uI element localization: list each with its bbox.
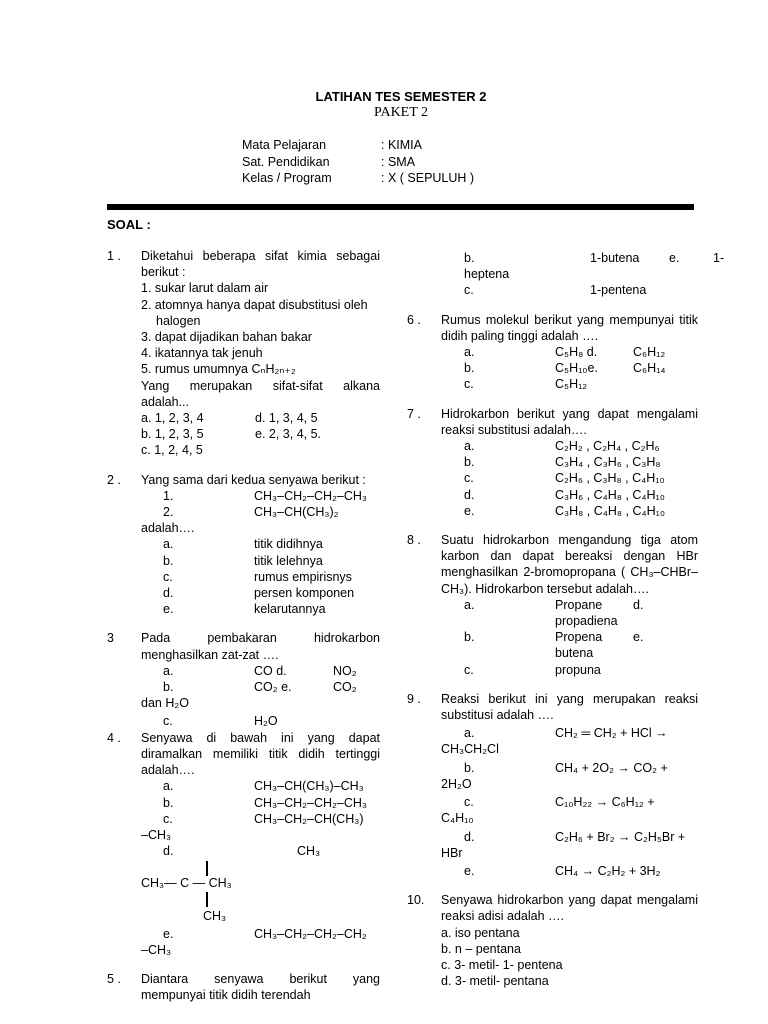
- option-text: C₅H₁₀e.: [555, 361, 598, 376]
- option-text: –CH₃: [141, 942, 172, 957]
- option-text: c. 3- metil- 1- pentena: [441, 957, 563, 972]
- option-text: dan H₂O: [141, 696, 189, 711]
- option-letter: c.: [464, 283, 474, 298]
- option-letter: b.: [163, 680, 174, 695]
- option-text: H₂O: [254, 714, 278, 729]
- option-text: CO₂: [333, 680, 357, 695]
- option-text: CH₃CH₂Cl: [441, 742, 499, 757]
- option-text: 1-: [713, 251, 725, 265]
- question-5: [107, 971, 380, 1003]
- option-letter: d.: [464, 487, 475, 502]
- list-item: 4. ikatannya tak jenuh: [141, 346, 263, 361]
- option-text: C₃H₈ , C₄H₈ , C₄H₁₀: [555, 503, 666, 518]
- option-a: a. 1, 2, 3, 4: [141, 411, 204, 426]
- option-text: HBr: [441, 845, 463, 860]
- option-text: d. 3- metil- pentana: [441, 974, 549, 989]
- option-letter: c.: [464, 377, 474, 392]
- question-6: [407, 312, 698, 393]
- option-text: Propena: [555, 630, 603, 645]
- info-label: Mata Pelajaran: [242, 138, 327, 152]
- option-text: CO₂ e.: [254, 680, 292, 695]
- info-value: : X ( SEPULUH ): [381, 171, 475, 185]
- option-text: butena: [555, 646, 594, 661]
- option-letter: a.: [464, 345, 475, 360]
- page-title: LATIHAN TES SEMESTER 2: [315, 89, 487, 104]
- option-b: b. 1, 2, 3, 5: [141, 427, 204, 442]
- option-text: propuna: [555, 662, 601, 677]
- question-text: Hidrokarbon berikut yang dapat mengalami reaksi substitusi adalah….: [441, 406, 698, 437]
- question-number: 4 .: [107, 730, 121, 745]
- option-d: d. 1, 3, 4, 5: [255, 411, 318, 426]
- list-item: 1. sukar larut dalam air: [141, 281, 269, 296]
- option-text: C₂H₆ , C₃H₈ , C₄H₁₀: [555, 471, 665, 486]
- option-letter: e.: [669, 251, 680, 265]
- option-text: heptena: [464, 267, 510, 282]
- info-label: Kelas / Program: [242, 171, 332, 185]
- left-column: [107, 248, 380, 1004]
- option-e: e. 2, 3, 4, 5.: [255, 427, 322, 442]
- structure-top: CH₃: [297, 844, 321, 859]
- option-letter: a.: [464, 726, 475, 741]
- option-text: propadiena: [555, 614, 618, 629]
- option-text: b. n – pentana: [441, 941, 521, 956]
- option-text: rumus empirisnys: [254, 569, 352, 584]
- question-10: [407, 892, 698, 989]
- bond-line: [206, 861, 208, 876]
- option-letter: c.: [163, 714, 173, 729]
- option-text: titik didihnya: [254, 537, 323, 552]
- question-number: 5 .: [107, 972, 121, 987]
- question-text: Diantara senyawa berikut yang mempunyai titik didih terendah: [141, 972, 380, 1003]
- question-7: [407, 406, 698, 519]
- option-letter: a.: [163, 779, 174, 794]
- option-text: CH₂ ═ CH₂ + HCl →: [555, 726, 668, 741]
- info-label: Sat. Pendidikan: [242, 154, 330, 169]
- option-text: C₄H₁₀: [441, 811, 474, 826]
- option-letter: b.: [163, 553, 174, 568]
- question-text: Yang merupakan sifat-sifat alkana adalah...: [141, 378, 380, 409]
- option-text: CH₄ + 2O₂ → CO₂ +: [555, 760, 668, 775]
- option-letter: d.: [163, 844, 174, 859]
- compound-formula: CH₃–CH(CH₃)₂: [254, 505, 339, 520]
- question-3: [107, 630, 380, 729]
- option-text: persen komponen: [254, 586, 355, 601]
- question-number: 6 .: [407, 312, 421, 327]
- question-text: Diketahui beberapa sifat kimia sebagai berikut :: [141, 249, 380, 280]
- option-text: C₂H₂ , C₂H₄ , C₂H₆: [555, 439, 660, 454]
- soal-heading: SOAL :: [107, 217, 151, 232]
- option-text: C₁₀H₂₂ → C₆H₁₂ +: [555, 795, 655, 810]
- option-letter: b.: [464, 251, 475, 265]
- info-block: [242, 138, 475, 188]
- option-letter: c.: [163, 569, 173, 584]
- option-letter: e.: [163, 926, 174, 941]
- option-letter: e.: [633, 630, 644, 645]
- question-number: 2 .: [107, 472, 121, 487]
- list-item: 5. rumus umumnya CₙH₂ₙ₊₂: [141, 362, 296, 377]
- option-letter: e.: [464, 863, 475, 878]
- compound-number: 2.: [163, 505, 174, 520]
- question-number: 9 .: [407, 691, 421, 706]
- option-text: titik lelehnya: [254, 553, 323, 568]
- option-text: a. iso pentana: [441, 925, 520, 940]
- structure-bottom: CH₃: [203, 908, 227, 923]
- option-letter: c.: [464, 795, 474, 810]
- question-number: 7 .: [407, 406, 421, 421]
- option-letter: b.: [464, 455, 475, 470]
- option-letter: e.: [464, 503, 475, 518]
- divider: [107, 204, 694, 210]
- option-text: C₆H₁₄: [633, 361, 666, 376]
- option-text: CH₄ → C₂H₂ + 3H₂: [555, 863, 661, 878]
- info-value: : KIMIA: [381, 138, 422, 152]
- question-8: [407, 532, 698, 678]
- option-text: C₆H₁₂: [633, 345, 666, 360]
- option-text: CO d.: [254, 663, 287, 678]
- question-number: 1 .: [107, 249, 121, 263]
- question-text: Yang sama dari kedua senyawa berikut :: [141, 472, 366, 487]
- right-column: [407, 250, 725, 989]
- option-letter: c.: [464, 471, 474, 486]
- option-letter: d.: [464, 829, 475, 844]
- option-letter: c.: [464, 662, 474, 677]
- option-text: C₅H₁₂: [555, 377, 588, 392]
- question-text: Senyawa di bawah ini yang dapat diramalkan memiliki titik didih tertinggi adalah….: [141, 730, 380, 778]
- option-letter: a.: [464, 597, 475, 612]
- bond-line: [206, 892, 208, 907]
- option-text: NO₂: [333, 663, 357, 678]
- question-text: Pada pembakaran hidrokarbon menghasilkan zat-zat ….: [141, 631, 380, 662]
- option-text: CH₃–CH(CH₃)–CH₃: [254, 779, 364, 794]
- option-text: –CH₃: [141, 827, 172, 842]
- question-number: 10.: [407, 893, 425, 908]
- compound-number: 1.: [163, 488, 174, 503]
- option-text: CH₃–CH₂–CH(CH₃): [254, 811, 364, 826]
- list-item: 2. atomnya hanya dapat disubstitusi oleh halogen: [141, 297, 368, 328]
- question-text: adalah….: [141, 521, 195, 536]
- question-1: [107, 248, 380, 459]
- option-letter: c.: [163, 811, 173, 826]
- option-letter: a.: [163, 537, 174, 552]
- option-text: Propane: [555, 597, 603, 612]
- option-text: 1-butena: [590, 251, 640, 265]
- info-value: : SMA: [381, 154, 416, 169]
- option-letter: d.: [633, 597, 644, 612]
- compound-formula: CH₃–CH₂–CH₂–CH₃: [254, 488, 367, 503]
- question-number: 3: [107, 631, 114, 646]
- option-text: C₂H₆ + Br₂ → C₂H₅Br +: [555, 829, 686, 844]
- option-c: c. 1, 2, 4, 5: [141, 443, 203, 458]
- option-letter: d.: [163, 586, 174, 601]
- option-letter: b.: [464, 630, 475, 645]
- option-text: CH₃–CH₂–CH₂–CH₂: [254, 926, 367, 941]
- option-text: 1-pentena: [590, 283, 647, 298]
- option-text: 2H₂O: [441, 776, 472, 791]
- question-text: Suatu hidrokarbon mengandung tiga atom karbon dan dapat bereaksi dengan HBr menghasilkan 2-bromopropana ( CH₃–CHBr–CH₃). Hidrokarbon tersebut adalah….: [441, 533, 698, 596]
- question-2: [107, 472, 380, 618]
- question-text: Reaksi berikut ini yang merupakan reaksi substitusi adalah ….: [441, 691, 698, 723]
- question-4: [107, 730, 380, 958]
- option-letter: b.: [163, 795, 174, 810]
- question-number: 8 .: [407, 533, 421, 548]
- question-text: Rumus molekul berikut yang mempunyai titik didih paling tinggi adalah ….: [441, 312, 698, 343]
- question-9: [407, 691, 698, 879]
- paket-subtitle: PAKET 2: [373, 105, 429, 120]
- option-text: kelarutannya: [254, 602, 326, 617]
- option-letter: a.: [163, 663, 174, 678]
- option-text: CH₃–CH₂–CH₂–CH₃: [254, 795, 367, 810]
- option-letter: e.: [163, 602, 174, 617]
- option-text: C₃H₄ , C₃H₆ , C₃H₈: [555, 455, 661, 470]
- option-letter: b.: [464, 760, 475, 775]
- structure-middle: CH₃— C — CH₃: [141, 876, 232, 891]
- question-text: Senyawa hidrokarbon yang dapat mengalami reaksi adisi adalah ….: [441, 893, 698, 924]
- option-letter: b.: [464, 361, 475, 376]
- option-letter: a.: [464, 439, 475, 454]
- option-text: C₃H₆ , C₄H₈ , C₄H₁₀: [555, 487, 665, 502]
- list-item: 3. dapat dijadikan bahan bakar: [141, 330, 312, 345]
- question-5-continued: [407, 250, 725, 299]
- option-text: C₅H₈ d.: [555, 345, 598, 360]
